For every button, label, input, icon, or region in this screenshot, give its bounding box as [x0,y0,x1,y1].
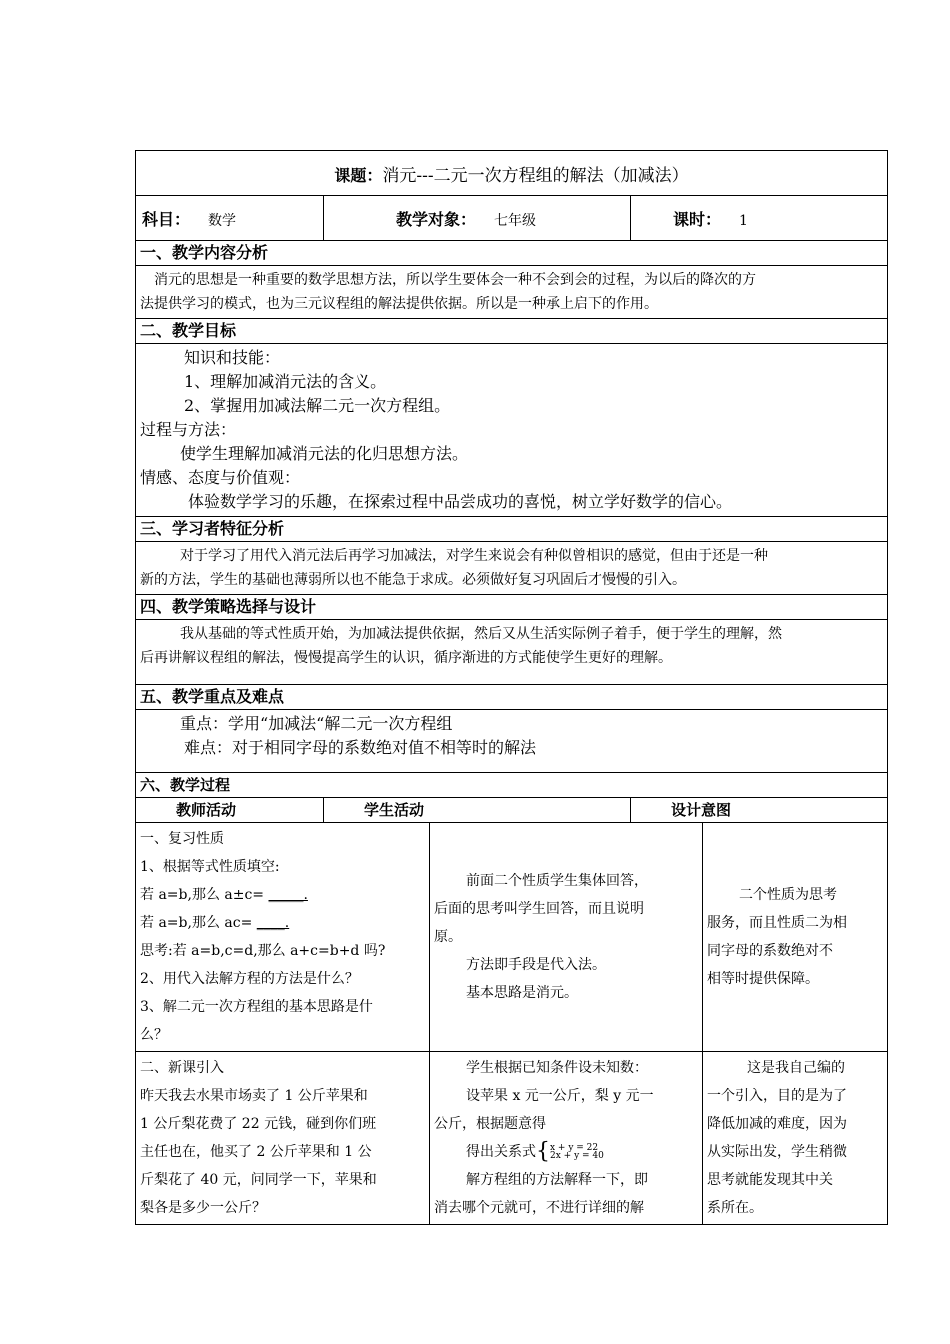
audience-cell [324,196,631,241]
section-heading [136,773,888,798]
section-strategy-heading: 四、教学策略选择与设计 [136,595,888,620]
subject-value: 数学 [208,212,237,229]
col-teacher-activity: 教师活动 [136,798,324,823]
teacher-line: 思考:若 a=b,c=d,那么 a+c=b+d 吗? [140,943,386,959]
relation-label: 得出关系式 [466,1144,536,1160]
section-goals-heading: 二、教学目标 [136,319,888,344]
section-heading [136,685,888,710]
goal-line: 1、理解加减消元法的含义。 [184,372,387,391]
intent-line: 相等时提供保障。 [707,971,819,987]
section-heading [136,241,888,266]
section-body [136,542,888,595]
section-heading [136,517,888,542]
section-keypoints-heading: 五、教学重点及难点 [136,685,888,710]
section-heading [136,319,888,344]
col-design-intent: 设计意图 [631,798,888,823]
section-process-heading: 六、教学过程 [136,773,888,798]
design-intent-cell [703,1052,888,1225]
teacher-line: 1 公斤梨花费了 22 元钱，碰到你们班 [140,1116,377,1132]
student-line: 学生根据已知条件设未知数： [466,1060,648,1076]
fill-blank-prompt: 若 a=b,那么 ac= [140,915,257,931]
paragraph-line: 我从基础的等式性质开始，为加减法提供依据，然后又从生活实际例子着手，便于学生的理解，然 [180,626,782,642]
strategy-text [136,620,888,685]
intent-line: 降低加减的难度，因为 [707,1116,847,1132]
teacher-line: 主任也在，他买了 2 公斤苹果和 1 公 [140,1144,372,1160]
goal-line: 情感、态度与价值观： [140,468,301,487]
keypoints-text [136,710,888,773]
section-body [136,710,888,773]
section-learner-heading: 三、学习者特征分析 [136,517,888,542]
meta-row [136,196,888,241]
teacher-line: 1、根据等式性质填空: [140,859,280,875]
section-heading [136,595,888,620]
goal-line: 体验数学学习的乐趣，在探索过程中品尝成功的喜悦，树立学好数学的信心。 [188,492,733,511]
goal-line: 2、掌握用加减法解二元一次方程组。 [184,396,451,415]
teacher-line: 昨天我去水果市场卖了 1 公斤苹果和 [140,1088,368,1104]
section-body [136,266,888,319]
hours-value: 1 [739,212,748,229]
goal-line: 使学生理解加减消元法的化归思想方法。 [180,444,469,463]
teacher-line [140,909,425,937]
student-line: 前面二个性质学生集体回答， [466,873,648,889]
teacher-line: 一、复习性质 [140,831,224,847]
subject-label: 科目： [142,209,191,229]
student-line: 后面的思考叫学生回答，而且说明 [434,901,644,917]
col-student-activity: 学生活动 [324,798,631,823]
title-row [136,151,888,196]
audience-label: 教学对象： [396,209,477,229]
paragraph-line: 后再讲解议程组的解法，慢慢提高学生的认识，循序渐进的方式能使学生更好的理解。 [140,650,672,666]
intent-line: 同字母的系数绝对不 [707,943,833,959]
fill-blank-prompt: 若 a=b,那么 a±c= [140,887,269,903]
lesson-table [135,150,888,823]
intent-line: 系所在。 [707,1200,763,1216]
process-row-intro [136,1052,888,1225]
process-table [135,822,888,1225]
intent-line: 从实际出发，学生稍微 [707,1144,847,1160]
student-line: 解方程组的方法解释一下，即 [466,1172,648,1188]
hours-cell [631,196,888,241]
teacher-activity-cell [136,823,430,1052]
teacher-line: 2、用代入法解方程的方法是什么？ [140,971,359,987]
paragraph-line: 消元的思想是一种重要的数学思想方法，所以学生要体会一种不会到会的过程，为以后的降次的方 [154,272,756,288]
key-point: 重点：学用“加减法“解二元一次方程组 [180,714,453,733]
student-line: 消去哪个元就可，不进行详细的解 [434,1200,644,1216]
lesson-title [136,151,888,196]
section-content-analysis-heading: 一、教学内容分析 [136,241,888,266]
intent-line: 思考就能发现其中关 [707,1172,833,1188]
student-line: 公斤，根据题意得 [434,1116,546,1132]
process-header-row [136,798,888,823]
section-body [136,620,888,685]
section-body [136,344,888,517]
goals-text [136,344,888,517]
learner-text [136,542,888,595]
teacher-line: 二、新课引入 [140,1060,224,1076]
teacher-line: 梨各是多少一公斤？ [140,1200,266,1216]
equation-system [550,1144,604,1160]
student-activity-cell [430,1052,703,1225]
difficult-point: 难点：对于相同字母的系数绝对值不相等时的解法 [184,738,537,757]
student-line: 原。 [434,929,462,945]
intent-line: 服务，而且性质二为相 [707,915,847,931]
teacher-line: 3、解二元一次方程组的基本思路是什 [140,999,373,1015]
teacher-activity-cell [136,1052,430,1225]
intent-line: 一个引入，目的是为了 [707,1088,847,1104]
subject-cell [136,196,324,241]
fill-blank: _____. [268,887,308,903]
design-intent-cell [703,823,888,1052]
student-line: 方法即手段是代入法。 [466,957,606,973]
teacher-line [140,881,425,909]
intent-line: 二个性质为思考 [739,887,837,903]
teacher-line: 么？ [140,1027,168,1043]
paragraph-line: 对于学习了用代入消元法后再学习加减法，对学生来说会有种似曾相识的感觉，但由于还是一种 [180,548,768,564]
paragraph-line: 新的方法，学生的基础也薄弱所以也不能急于求成。必须做好复习巩固后才慢慢的引入。 [140,572,686,588]
student-activity-cell [430,823,703,1052]
intent-line: 这是我自己编的 [747,1060,845,1076]
brace-symbol: { [536,1139,550,1164]
student-line: 设苹果 x 元一公斤，梨 y 元一 [466,1088,654,1104]
fill-blank: ____. [256,915,290,931]
title-text: 消元---二元一次方程组的解法（加减法） [382,165,689,186]
paragraph-line: 法提供学习的模式，也为三元议程组的解法提供依据。所以是一种承上启下的作用。 [140,296,658,312]
title-label: 课题： [334,165,383,185]
lesson-plan [135,150,887,1225]
equation-2: 2x + y = 40 [550,1151,604,1161]
student-line [434,1138,698,1166]
equation-1: x + y = 22 [550,1143,599,1153]
student-line: 基本思路是消元。 [466,985,578,1001]
content-analysis-text [136,266,888,319]
audience-value: 七年级 [494,212,537,229]
process-row-review [136,823,888,1052]
goal-line: 过程与方法： [140,420,237,439]
teacher-line: 斤梨花了 40 元，问同学一下，苹果和 [140,1172,377,1188]
goal-line: 知识和技能： [184,348,281,367]
hours-label: 课时： [673,209,722,229]
